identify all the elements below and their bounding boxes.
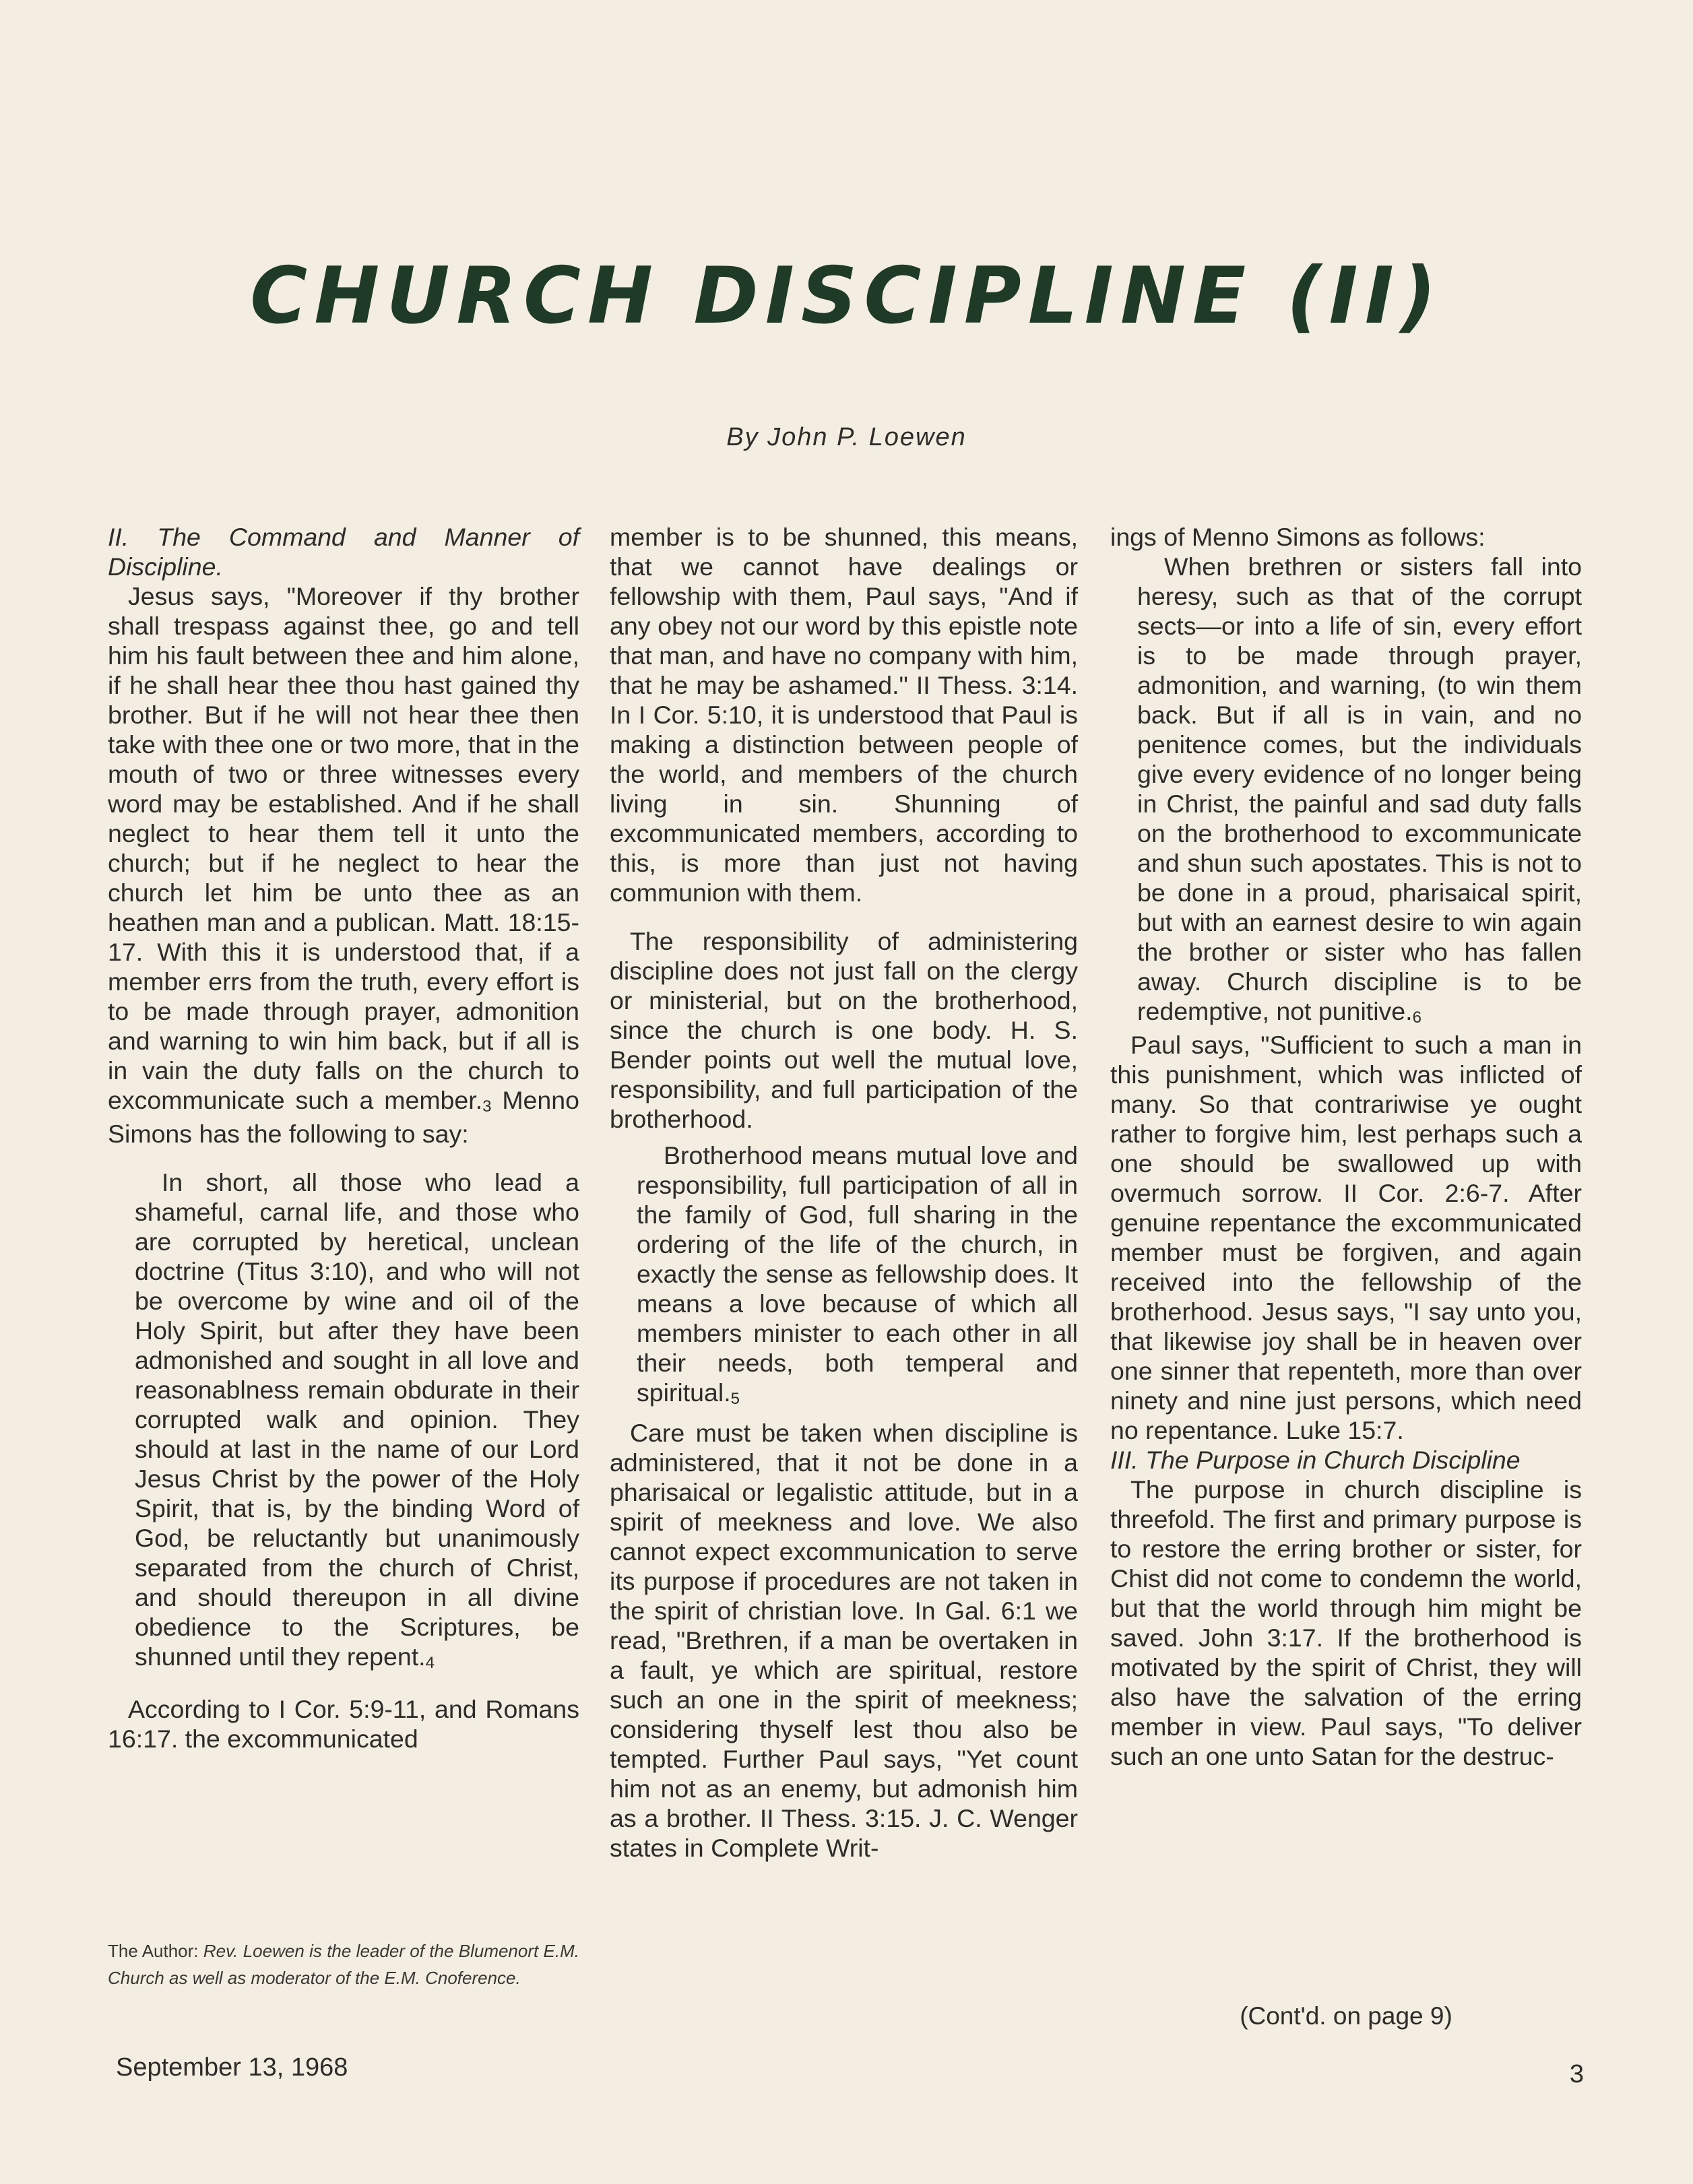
footnote-marker: 3 [482, 1097, 492, 1116]
author-note-lead: The Author: [108, 1941, 199, 1961]
paragraph-text: Menno Simons has the following to say: [108, 1086, 579, 1148]
page-number: 3 [1569, 2060, 1584, 2088]
footnote-marker: 4 [425, 1654, 435, 1672]
footnote-marker: 5 [730, 1390, 740, 1408]
byline: By John P. Loewen [726, 423, 967, 451]
paragraph: Care must be taken when discipline is administered, that it not be done in a pharisaical or legalistic attitude, but in a spirit of meekness and love. We also cannot expect excommunication to serve its purpose if procedures are not taken in the spirit of christian love. In Gal. 6:1 we read, "Brethren, if a man be overtaken in a fault, ye which are spiritual, restore such an one in the spirit of meekness; considering thyself lest thou also be tempted. Further Paul says, "Yet count him not as an enemy, but admonish him as a brother. II Thess. 3:15. J. C. Wenger states in Complete Writ- [610, 1419, 1078, 1862]
paragraph: According to I Cor. 5:9-11, and Romans 16:17. the excommunicated [108, 1695, 579, 1753]
block-quote [1137, 552, 1582, 1030]
quote-text: In short, all those who lead a shameful, carnal life, and those who are corrupted by heretical, unclean doctrine (Titus 3:10), and who will not be overcome by wine and oil of the Holy Spirit, but after they have been admonished and sought in all love and reasonablness remain obdurate in their corrupted walk and opinion. They should at last in the name of our Lord Jesus Christ by the power of the Holy Spirit, that is, by the binding Word of God, be reluctantly but unanimously separated from the church of Christ, and should thereupon in all divine obedience to the Scriptures, be shunned until they repent. [135, 1168, 579, 1671]
author-note [108, 1937, 579, 1991]
issue-date: September 13, 1968 [116, 2053, 348, 2082]
article-column-1 [108, 522, 579, 1754]
paragraph: ings of Menno Simons as follows: [1110, 523, 1486, 551]
paragraph [108, 581, 579, 1149]
paragraph: The purpose in church discipline is threefold. The first and primary purpose is to restore the erring brother or sister, for Chist did not come to condemn the world, but that the world through him might be saved. John 3:17. If the brotherhood is motivated by the spirit of Christ, they will also have the salvation of the erring member in view. Paul says, "To deliver such an one unto Satan for the destruc- [1110, 1475, 1582, 1770]
section-heading: III. The Purpose in Church Discipline [1110, 1446, 1521, 1474]
article-column-3 [1110, 522, 1582, 1771]
paragraph-text: Jesus says, "Moreover if thy brother shall trespass against thee, go and tell him his fault between thee and him alone, if he shall hear thee thou hast gained thy brother. But if he will not hear thee then take with thee one or two more, that in the mouth of two or three witnesses every word may be established. And if he shall neglect to hear them tell it unto the church; but if he neglect to hear the church let him be unto thee as an heathen man and a publican. Matt. 18:15-17. With this it is understood that, if a member errs from the truth, every effort is to be made through prayer, admonition and warning to win him back, but if all is in vain the duty falls on the church to excommunicate such a member. [108, 582, 579, 1114]
block-quote [637, 1141, 1078, 1411]
block-quote [135, 1167, 579, 1675]
quote-text: When brethren or sisters fall into heresy, such as that of the corrupt sects—or into a life of sin, every effort is to be made through prayer, admonition, and warning, (to win them back. But if all is in vain, and no penitence comes, but the individuals give every evidence of no longer being in Christ, the painful and sad duty falls on the brotherhood to excommunicate and shun such apostates. This is not to be done in a proud, pharisaical spirit, but with an earnest desire to win again the brother or sister who has fallen away. Church discipline is to be redemptive, not punitive. [1137, 552, 1582, 1025]
continued-note: (Cont'd. on page 9) [1240, 2002, 1452, 2030]
paragraph: The responsibility of administering discipline does not just fall on the clergy or ministerial, but on the brotherhood, since the church is one body. H. S. Bender points out well the mutual love, responsibility, and full participation of the brotherhood. [610, 927, 1078, 1133]
footnote-marker: 6 [1412, 1008, 1422, 1027]
page-title: CHURCH DISCIPLINE (II) [250, 251, 1443, 342]
section-heading: II. The Command and Manner of Discipline. [108, 523, 579, 581]
quote-text: Brotherhood means mutual love and responsibility, full participation of all in the family of God, full sharing in the ordering of the life of the church, in exactly the sense as fellowship does. It means a love because of which all members minister to each other in all their needs, both temperal and spiritual. [637, 1141, 1078, 1407]
author-note-text: Rev. Loewen is the leader of the Blumenort E.M. Church as well as moderator of the E.M. Cnoference. [108, 1941, 580, 1988]
paragraph: Paul says, "Sufficient to such a man in this punishment, which was inflicted of many. So that contrariwise ye ought rather to forgive him, lest perhaps such a one should be swallowed up with overmuch sorrow. II Cor. 2:6-7. After genuine repentance the excommunicated member must be forgiven, and again received into the fellowship of the brotherhood. Jesus says, "I say unto you, that likewise joy shall be in heaven over one sinner that repenteth, more than over ninety and nine just persons, which need no repentance. Luke 15:7. [1110, 1031, 1582, 1444]
paragraph: member is to be shunned, this means, that we cannot have dealings or fellowship with them, Paul says, "And if any obey not our word by this epistle note that man, and have no company with him, that he may be ashamed." II Thess. 3:14. In I Cor. 5:10, it is understood that Paul is making a distinction between people of the world, and members of the church living in sin. Shunning of excommunicated members, according to this, is more than just not having communion with them. [610, 523, 1078, 907]
article-column-2 [610, 522, 1078, 1863]
